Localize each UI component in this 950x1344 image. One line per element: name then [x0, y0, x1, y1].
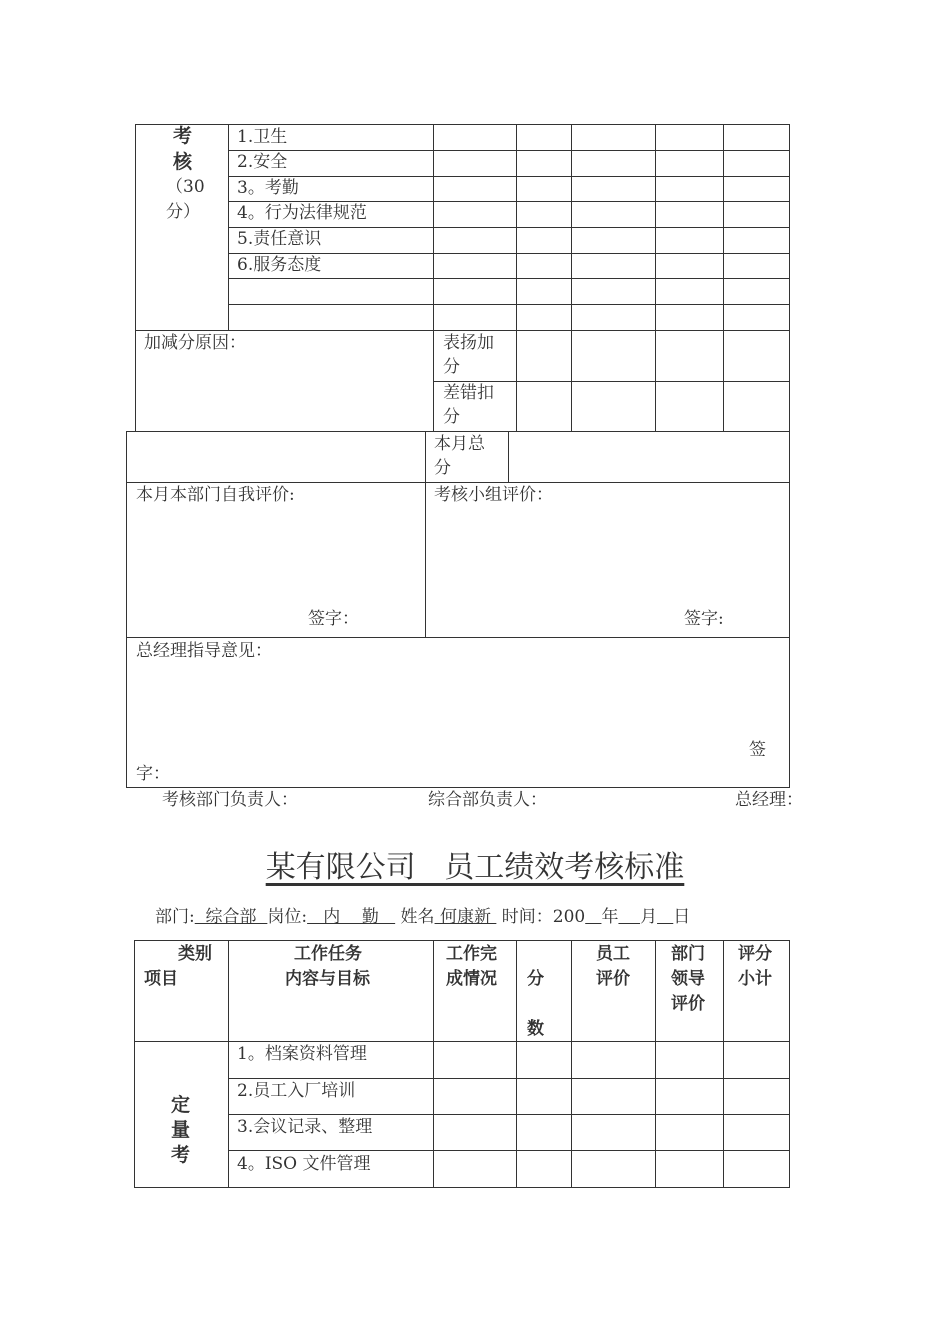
assessment-item: 5.责任意识	[237, 229, 322, 249]
header-employee-eval-line2: 评价	[596, 969, 630, 989]
general-manager-signature: 总经理：	[735, 790, 803, 810]
assessment-item: 1.卫生	[237, 127, 288, 147]
year-blank	[585, 907, 601, 927]
assessment-item: 4。行为法律规范	[237, 203, 367, 223]
info-line	[155, 905, 690, 930]
header-subtotal-line2: 小计	[738, 969, 772, 989]
time-label: 时间：200	[501, 907, 586, 927]
month-total-line2: 分	[434, 458, 451, 478]
header-task-line2: 内容与目标	[285, 969, 370, 989]
section-label-line3: （30	[166, 177, 205, 197]
deduct-label-line1: 差错扣	[443, 383, 494, 403]
task-item: 4。ISO 文件管理	[237, 1154, 371, 1174]
gm-opinion-label: 总经理指导意见：	[136, 641, 272, 661]
post-value: 内 勤	[307, 907, 396, 927]
dept-value: 综合部	[194, 907, 268, 927]
day-blank	[657, 907, 673, 927]
quant-section-line2: 量	[171, 1119, 191, 1141]
header-score-line2: 数	[527, 1019, 544, 1039]
gm-sign-part1: 签	[749, 740, 766, 760]
self-eval-sign: 签字：	[308, 609, 359, 629]
header-leader-eval-line2: 领导	[671, 969, 705, 989]
header-completion-line1: 工作完	[446, 944, 497, 964]
group-eval-sign: 签字:	[684, 609, 724, 629]
section-label-line4: 分）	[166, 202, 200, 222]
year-label: 年	[601, 907, 619, 927]
name-value: 何康新	[434, 907, 497, 927]
header-completion-line2: 成情况	[446, 969, 497, 989]
section-label-line1: 考	[173, 125, 193, 147]
page-title: 某有限公司 员工绩效考核标准	[265, 850, 685, 885]
header-score-line1: 分	[527, 969, 544, 989]
header-employee-eval-line1: 员工	[596, 944, 630, 964]
gm-sign-part2: 字：	[136, 764, 170, 784]
header-subtotal-line1: 评分	[738, 944, 772, 964]
assessment-item: 3。考勤	[237, 178, 299, 198]
header-category: 类别	[178, 944, 212, 964]
bonus-label-line1: 表扬加	[443, 333, 494, 353]
assessment-item: 6.服务态度	[237, 255, 322, 275]
reason-label: 加减分原因：	[144, 333, 246, 353]
task-item: 3.会议记录、整理	[237, 1117, 373, 1137]
self-eval-label: 本月本部门自我评价:	[136, 485, 295, 505]
day-label: 日	[673, 907, 691, 927]
task-item: 1。档案资料管理	[237, 1044, 367, 1064]
header-project: 项目	[144, 969, 178, 989]
quant-section-line3: 考	[171, 1144, 191, 1166]
header-leader-eval-line1: 部门	[671, 944, 705, 964]
general-dept-head-signature: 综合部负责人：	[428, 790, 547, 810]
section-label-line2: 核	[173, 151, 193, 173]
header-task-line1: 工作任务	[294, 944, 362, 964]
header-leader-eval-line3: 评价	[671, 994, 705, 1014]
bonus-label-line2: 分	[443, 357, 460, 377]
post-label: 岗位:	[267, 907, 308, 927]
month-total-line1: 本月总	[434, 434, 485, 454]
group-eval-label: 考核小组评价：	[434, 485, 553, 505]
quant-section-line1: 定	[171, 1094, 191, 1116]
deduct-label-line2: 分	[443, 407, 460, 427]
month-blank	[618, 907, 640, 927]
month-label: 月	[640, 907, 658, 927]
name-label: 姓名	[400, 907, 435, 927]
dept-label: 部门:	[155, 907, 195, 927]
task-item: 2.员工入厂培训	[237, 1081, 356, 1101]
dept-head-signature: 考核部门负责人：	[162, 790, 298, 810]
assessment-item: 2.安全	[237, 152, 288, 172]
